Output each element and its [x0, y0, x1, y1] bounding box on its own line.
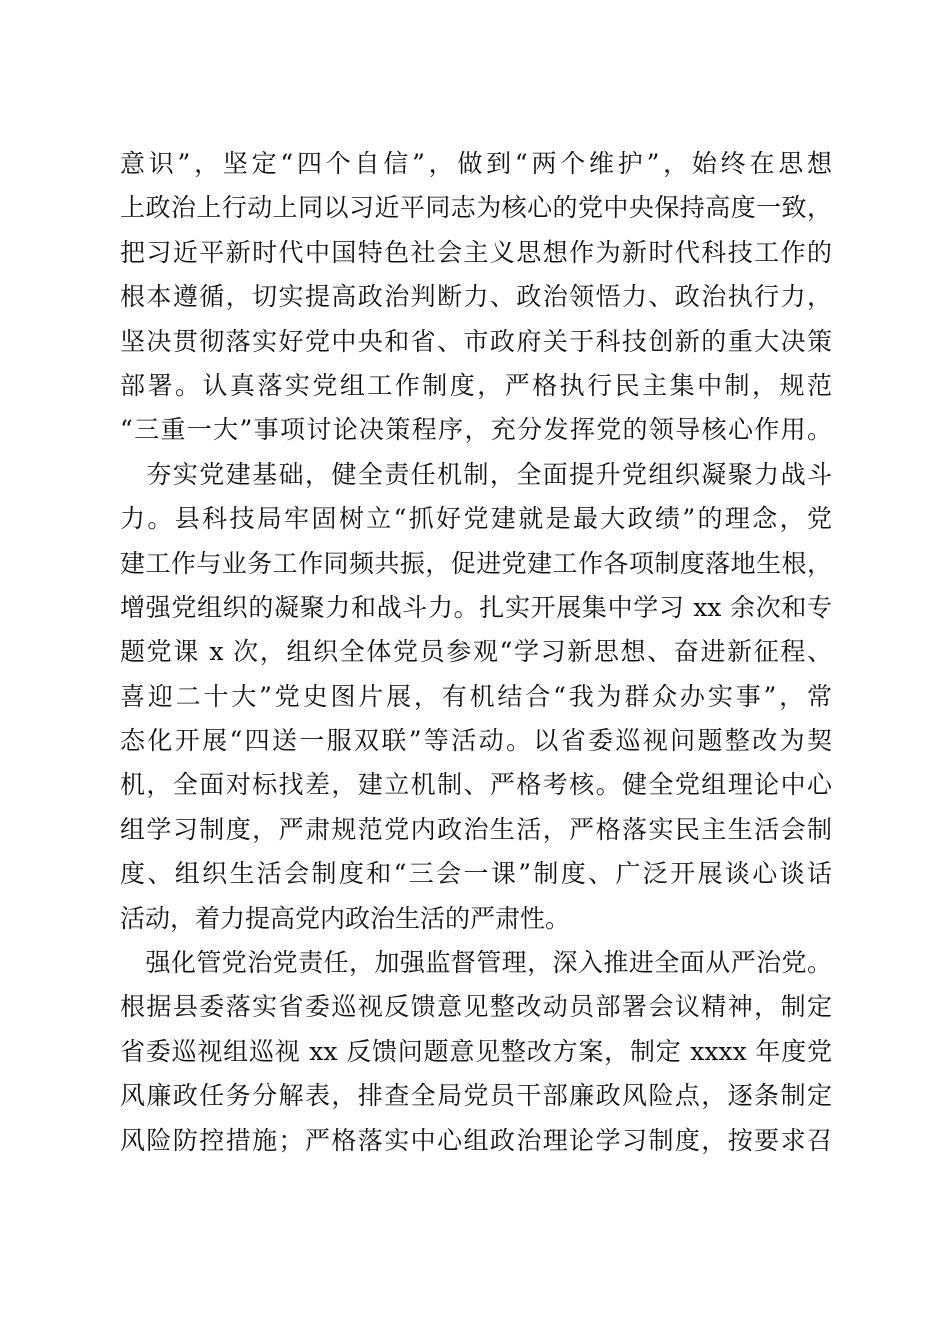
- text-line: 喜迎二十大”党史图片展，有机结合“我为群众办实事”，常: [120, 681, 832, 711]
- text-line: 活动，着力提高党内政治生活的严肃性。: [120, 903, 571, 933]
- text-line: 机，全面对标找差，建立机制、严格考核。健全党组理论中心: [120, 770, 832, 800]
- text-line: 强化管党治党责任，加强监督管理，深入推进全面从严治党。: [120, 948, 832, 978]
- text-line: “三重一大”事项讨论决策程序，充分发挥党的领导核心作用。: [120, 415, 832, 445]
- text-line: 上政治上行动上同以习近平同志为核心的党中央保持高度一致，: [120, 193, 832, 223]
- text-line: 增强党组织的凝聚力和战斗力。扎实开展集中学习 xx 余次和专: [120, 592, 832, 622]
- text-line: 坚决贯彻落实好党中央和省、市政府关于科技创新的重大决策: [120, 326, 832, 356]
- document-body: [120, 142, 832, 1163]
- text-line: 把习近平新时代中国特色社会主义思想作为新时代科技工作的: [120, 237, 832, 267]
- text-line: 夯实党建基础，健全责任机制，全面提升党组织凝聚力战斗: [120, 459, 832, 489]
- text-line: 态化开展“四送一服双联”等活动。以省委巡视问题整改为契: [120, 726, 832, 756]
- text-line: 意识”，坚定“四个自信”，做到“两个维护”，始终在思想: [120, 149, 832, 178]
- text-line: 根本遵循，切实提高政治判断力、政治领悟力、政治执行力，: [120, 282, 832, 312]
- text-line: 省委巡视组巡视 xx 反馈问题意见整改方案，制定 xxxx 年度党: [120, 1036, 832, 1066]
- text-line: 题党课 x 次，组织全体党员参观“学习新思想、奋进新征程、: [120, 637, 832, 667]
- text-line: 组学习制度，严肃规范党内政治生活，严格落实民主生活会制: [120, 814, 832, 844]
- text-line: 度、组织生活会制度和“三会一课”制度、广泛开展谈心谈话: [120, 859, 832, 889]
- text-line: 部署。认真落实党组工作制度，严格执行民主集中制，规范: [120, 370, 832, 400]
- text-line: 建工作与业务工作同频共振，促进党建工作各项制度落地生根，: [120, 548, 832, 578]
- text-line: 风廉政任务分解表，排查全局党员干部廉政风险点，逐条制定: [120, 1081, 832, 1111]
- text-line: 根据县委落实省委巡视反馈意见整改动员部署会议精神，制定: [120, 992, 832, 1022]
- text-line: 力。县科技局牢固树立“抓好党建就是最大政绩”的理念，党: [120, 504, 832, 534]
- text-line: 风险防控措施；严格落实中心组政治理论学习制度，按要求召: [120, 1125, 832, 1155]
